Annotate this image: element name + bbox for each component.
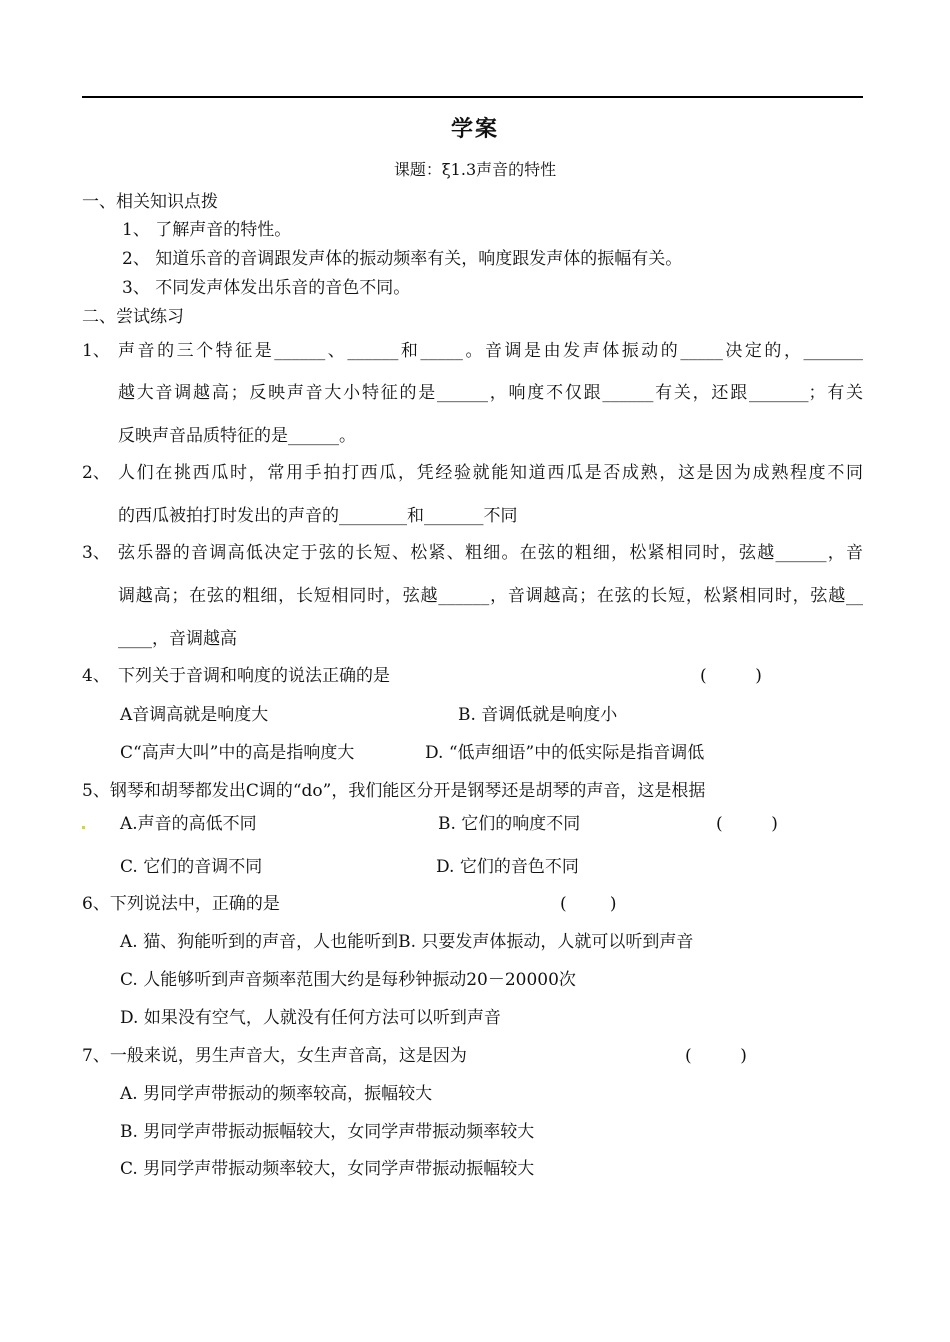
q2-line-2: 的西瓜被拍打时发出的声音的________和_______不同 <box>118 506 518 526</box>
q5-option-d: D. 它们的音色不同 <box>436 857 579 877</box>
section1-item-1: 1、 了解声音的特性。 <box>122 220 292 240</box>
q5-answer-paren: ( ) <box>716 814 778 834</box>
q1-line-1: 声音的三个特征是______、______和_____。音调是由发声体振动的_____决定的，_______ <box>118 341 863 361</box>
q6-stem: 6、下列说法中，正确的是 <box>82 894 280 914</box>
page-title: 学案 <box>450 116 499 142</box>
q4-option-c: C“高声大叫”中的高是指响度大 <box>120 743 355 763</box>
q7-option-a: A. 男同学声带振动的频率较高，振幅较大 <box>120 1084 433 1104</box>
q3-line-2: 调越高；在弦的粗细，长短相同时，弦越______，音调越高；在弦的长短，松紧相同时，弦越__ <box>118 586 863 606</box>
q6-option-d: D. 如果没有空气，人就没有任何方法可以听到声音 <box>120 1008 501 1028</box>
section2-heading: 二、尝试练习 <box>82 307 184 327</box>
q1-line-2: 越大音调越高；反映声音大小特征的是______，响度不仅跟______有关，还跟_______；有关 <box>118 383 863 403</box>
stray-mark <box>82 826 85 829</box>
lesson-subtitle: 课题：ξ1.3声音的特性 <box>393 160 557 179</box>
q7-answer-paren: ( ) <box>685 1046 747 1066</box>
q2-line-1: 人们在挑西瓜时，常用手拍打西瓜，凭经验就能知道西瓜是否成熟，这是因为成熟程度不同 <box>118 463 863 483</box>
q7-option-c: C. 男同学声带振动频率较大，女同学声带振动振幅较大 <box>120 1159 535 1179</box>
q1-line-3: 反映声音品质特征的是______。 <box>118 426 356 446</box>
q5-stem: 5、钢琴和胡琴都发出C调的“do”，我们能区分开是钢琴还是胡琴的声音，这是根据 <box>82 781 706 801</box>
q6-answer-paren: ( ) <box>560 894 617 914</box>
q4-answer-paren: ( ) <box>700 666 762 686</box>
q5-option-b: B. 它们的响度不同 <box>438 814 581 834</box>
q3-number: 3、 <box>82 543 110 563</box>
q4-stem: 下列关于音调和响度的说法正确的是 <box>118 666 390 686</box>
q7-stem: 7、一般来说，男生声音大，女生声音高，这是因为 <box>82 1046 467 1066</box>
q1-number: 1、 <box>82 341 110 361</box>
q6-option-c: C. 人能够听到声音频率范围大约是每秒钟振动20－20000次 <box>120 970 576 990</box>
q3-line-1: 弦乐器的音调高低决定于弦的长短、松紧、粗细。在弦的粗细，松紧相同时，弦越______，音 <box>118 543 863 563</box>
section1-item-2: 2、 知道乐音的音调跟发声体的振动频率有关，响度跟发声体的振幅有关。 <box>122 249 683 269</box>
header-rule <box>82 96 863 98</box>
q7-option-b: B. 男同学声带振动振幅较大，女同学声带振动频率较大 <box>120 1122 535 1142</box>
section1-heading: 一、相关知识点拨 <box>82 192 218 212</box>
q6-option-ab: A. 猫、狗能听到的声音，人也能听到B. 只要发声体振动，人就可以听到声音 <box>120 932 694 952</box>
q5-option-a: A.声音的高低不同 <box>120 814 257 834</box>
q4-option-d: D. “低声细语”中的低实际是指音调低 <box>425 743 705 763</box>
q4-option-a: A音调高就是响度大 <box>120 705 269 725</box>
q5-option-c: C. 它们的音调不同 <box>120 857 263 877</box>
q4-number: 4、 <box>82 666 110 686</box>
q3-line-3: ____，音调越高 <box>118 629 237 649</box>
q2-number: 2、 <box>82 463 110 483</box>
section1-item-3: 3、 不同发声体发出乐音的音色不同。 <box>122 278 411 298</box>
q4-option-b: B. 音调低就是响度小 <box>458 705 618 725</box>
